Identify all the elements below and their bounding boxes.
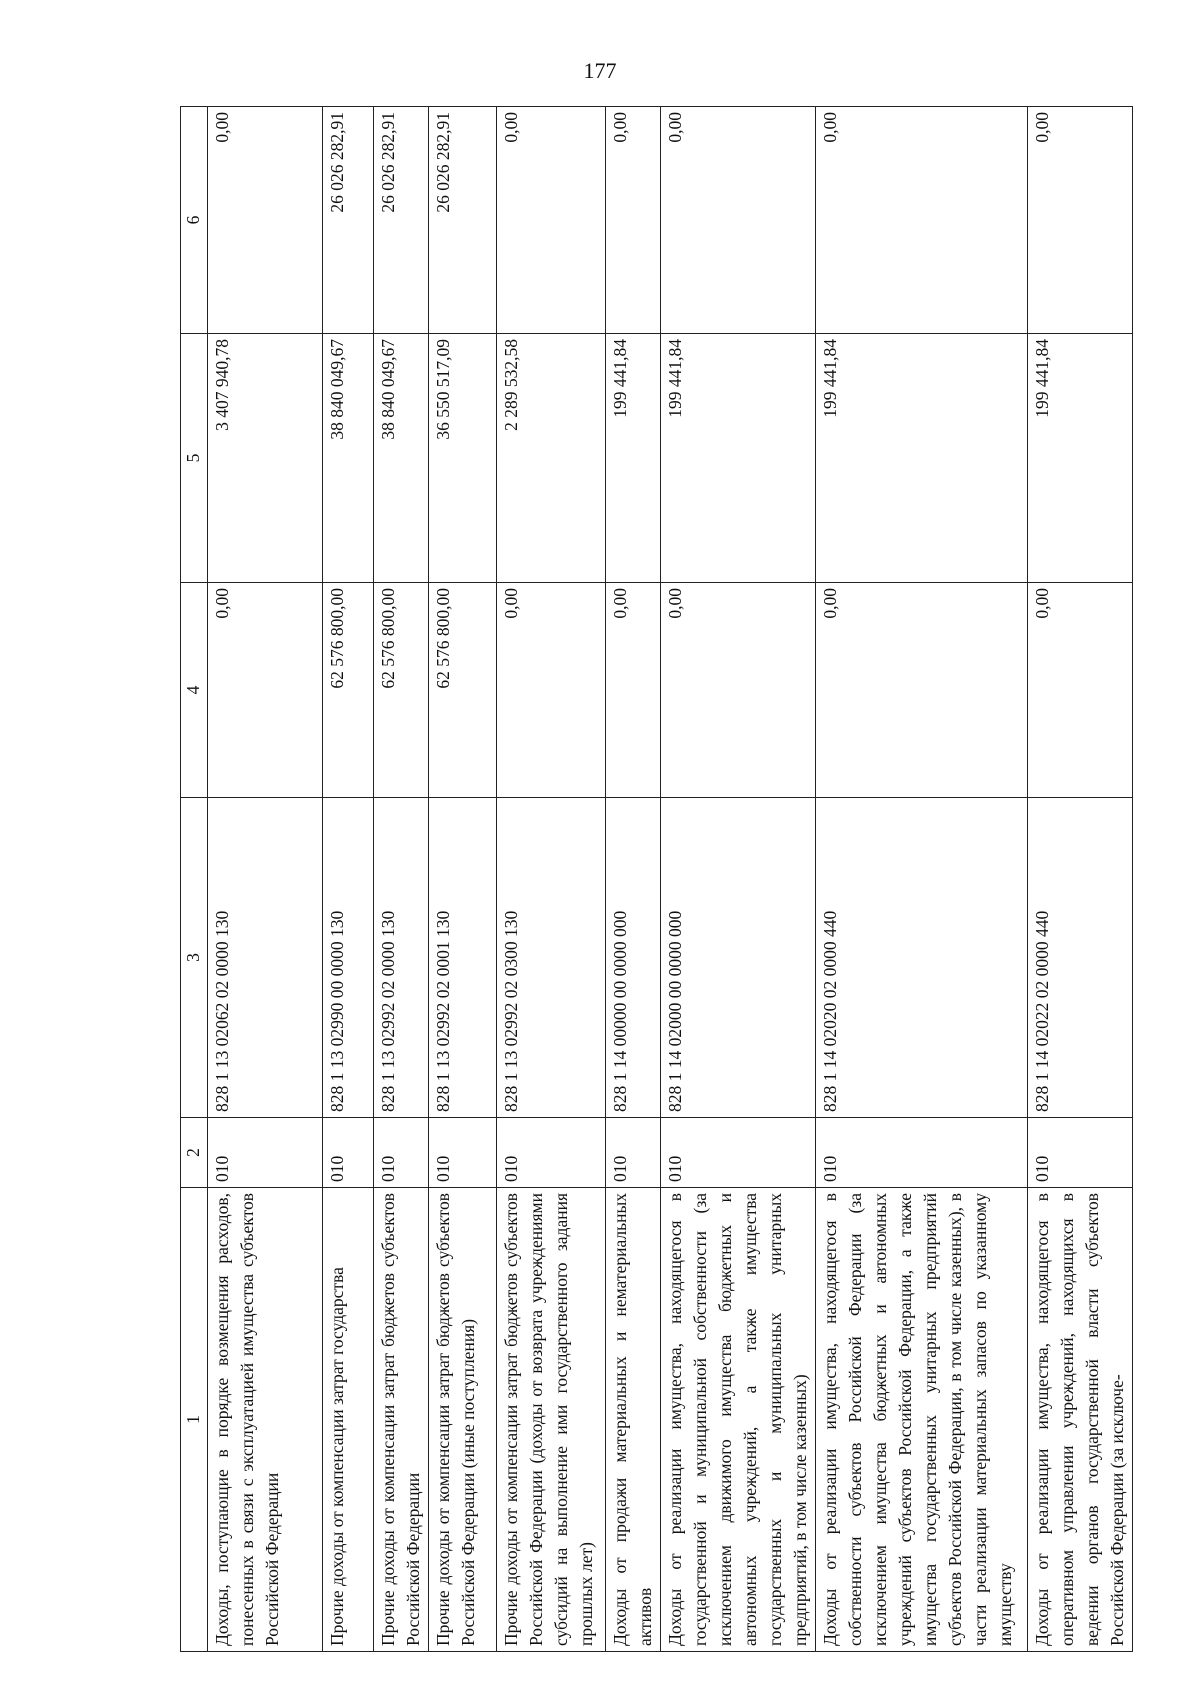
- row-col6: 0,00: [661, 107, 816, 334]
- row-code: 828 1 13 02992 02 0001 130: [429, 798, 497, 1118]
- table-header-row: [181, 107, 208, 1652]
- table-row: [816, 107, 1028, 1652]
- row-name: Прочие доходы от компенсации затрат государства: [323, 1188, 374, 1652]
- row-col6: 0,00: [816, 107, 1028, 334]
- row-line: 010: [323, 1118, 374, 1188]
- header-col-3: 3: [181, 798, 208, 1118]
- row-col5: 199 441,84: [816, 334, 1028, 583]
- row-code: 828 1 14 00000 00 0000 000: [606, 798, 661, 1118]
- row-line: 010: [1028, 1118, 1133, 1188]
- row-line: 010: [497, 1118, 606, 1188]
- row-code: 828 1 13 02062 02 0000 130: [208, 798, 323, 1118]
- row-col5: 199 441,84: [1028, 334, 1133, 583]
- row-col4: 0,00: [497, 583, 606, 798]
- row-col4: 0,00: [661, 583, 816, 798]
- row-col4: 0,00: [606, 583, 661, 798]
- row-col4: 62 576 800,00: [374, 583, 429, 798]
- row-line: 010: [429, 1118, 497, 1188]
- header-col-2: 2: [181, 1118, 208, 1188]
- table-row: [323, 107, 374, 1652]
- row-line: 010: [816, 1118, 1028, 1188]
- row-col4: 62 576 800,00: [429, 583, 497, 798]
- row-code: 828 1 13 02992 02 0000 130: [374, 798, 429, 1118]
- header-col-6: 6: [181, 107, 208, 334]
- row-col5: 199 441,84: [661, 334, 816, 583]
- row-line: 010: [606, 1118, 661, 1188]
- row-name: Доходы, поступающие в порядке возмещения расходов, понесенных в связи с эксплуатацией имущества субъектов Российской Федерации: [208, 1188, 323, 1652]
- header-col-4: 4: [181, 583, 208, 798]
- row-name: Прочие доходы от компенсации затрат бюджетов субъектов Российской Федерации (иные поступления): [429, 1188, 497, 1652]
- table-row: [374, 107, 429, 1652]
- row-col5: 2 289 532,58: [497, 334, 606, 583]
- table-row: [208, 107, 323, 1652]
- row-col6: 26 026 282,91: [429, 107, 497, 334]
- header-col-5: 5: [181, 334, 208, 583]
- table-row: [606, 107, 661, 1652]
- row-name: Прочие доходы от компенсации затрат бюджетов субъектов Российской Федерации (доходы от возврата учреждениями субсидий на выполнение ими государственного задания прошлых лет): [497, 1188, 606, 1652]
- row-col4: 0,00: [208, 583, 323, 798]
- row-col6: 0,00: [606, 107, 661, 334]
- table-row: [497, 107, 606, 1652]
- row-col5: 38 840 049,67: [374, 334, 429, 583]
- row-line: 010: [208, 1118, 323, 1188]
- row-col6: 0,00: [208, 107, 323, 334]
- header-col-1: 1: [181, 1188, 208, 1652]
- row-col6: 26 026 282,91: [323, 107, 374, 334]
- row-col4: 0,00: [1028, 583, 1133, 798]
- row-code: 828 1 13 02990 00 0000 130: [323, 798, 374, 1118]
- table-row: [1028, 107, 1133, 1652]
- row-col5: 199 441,84: [606, 334, 661, 583]
- row-line: 010: [374, 1118, 429, 1188]
- row-col5: 38 840 049,67: [323, 334, 374, 583]
- row-line: 010: [661, 1118, 816, 1188]
- row-col6: 0,00: [497, 107, 606, 334]
- row-col5: 3 407 940,78: [208, 334, 323, 583]
- row-code: 828 1 14 02020 02 0000 440: [816, 798, 1028, 1118]
- row-code: 828 1 13 02992 02 0300 130: [497, 798, 606, 1118]
- page-number: 177: [583, 58, 617, 83]
- row-col6: 26 026 282,91: [374, 107, 429, 334]
- row-name: Доходы от продажи материальных и нематериальных активов: [606, 1188, 661, 1652]
- row-col4: 62 576 800,00: [323, 583, 374, 798]
- table-row: [661, 107, 816, 1652]
- row-code: 828 1 14 02022 02 0000 440: [1028, 798, 1133, 1118]
- row-col6: 0,00: [1028, 107, 1133, 334]
- row-name: Доходы от реализации имущества, находящегося в собственности субъектов Российской Федерации (за исключением имущества бюджетных и автономных учреждений субъектов Российской Федерации, а также имущества государственных унитарных предприятий субъектов Российской Федерации, в том числе казенных), в части реализации материальных запасов по указанному имуществу: [816, 1188, 1028, 1652]
- table-row: [429, 107, 497, 1652]
- rotated-table-wrapper: [180, 106, 1127, 1652]
- revenue-table: [180, 106, 1133, 1652]
- row-name: Доходы от реализации имущества, находящегося в оперативном управлении учреждений, находящихся в ведении органов государственной власти субъектов Российской Федерации (за исключе-: [1028, 1188, 1133, 1652]
- row-name: Доходы от реализации имущества, находящегося в государственной и муниципальной собственности (за исключением движимого имущества бюджетных и автономных учреждений, а также имущества государственных и муниципальных унитарных предприятий, в том числе казенных): [661, 1188, 816, 1652]
- row-col4: 0,00: [816, 583, 1028, 798]
- row-name: Прочие доходы от компенсации затрат бюджетов субъектов Российской Федерации: [374, 1188, 429, 1652]
- row-code: 828 1 14 02000 00 0000 000: [661, 798, 816, 1118]
- row-col5: 36 550 517,09: [429, 334, 497, 583]
